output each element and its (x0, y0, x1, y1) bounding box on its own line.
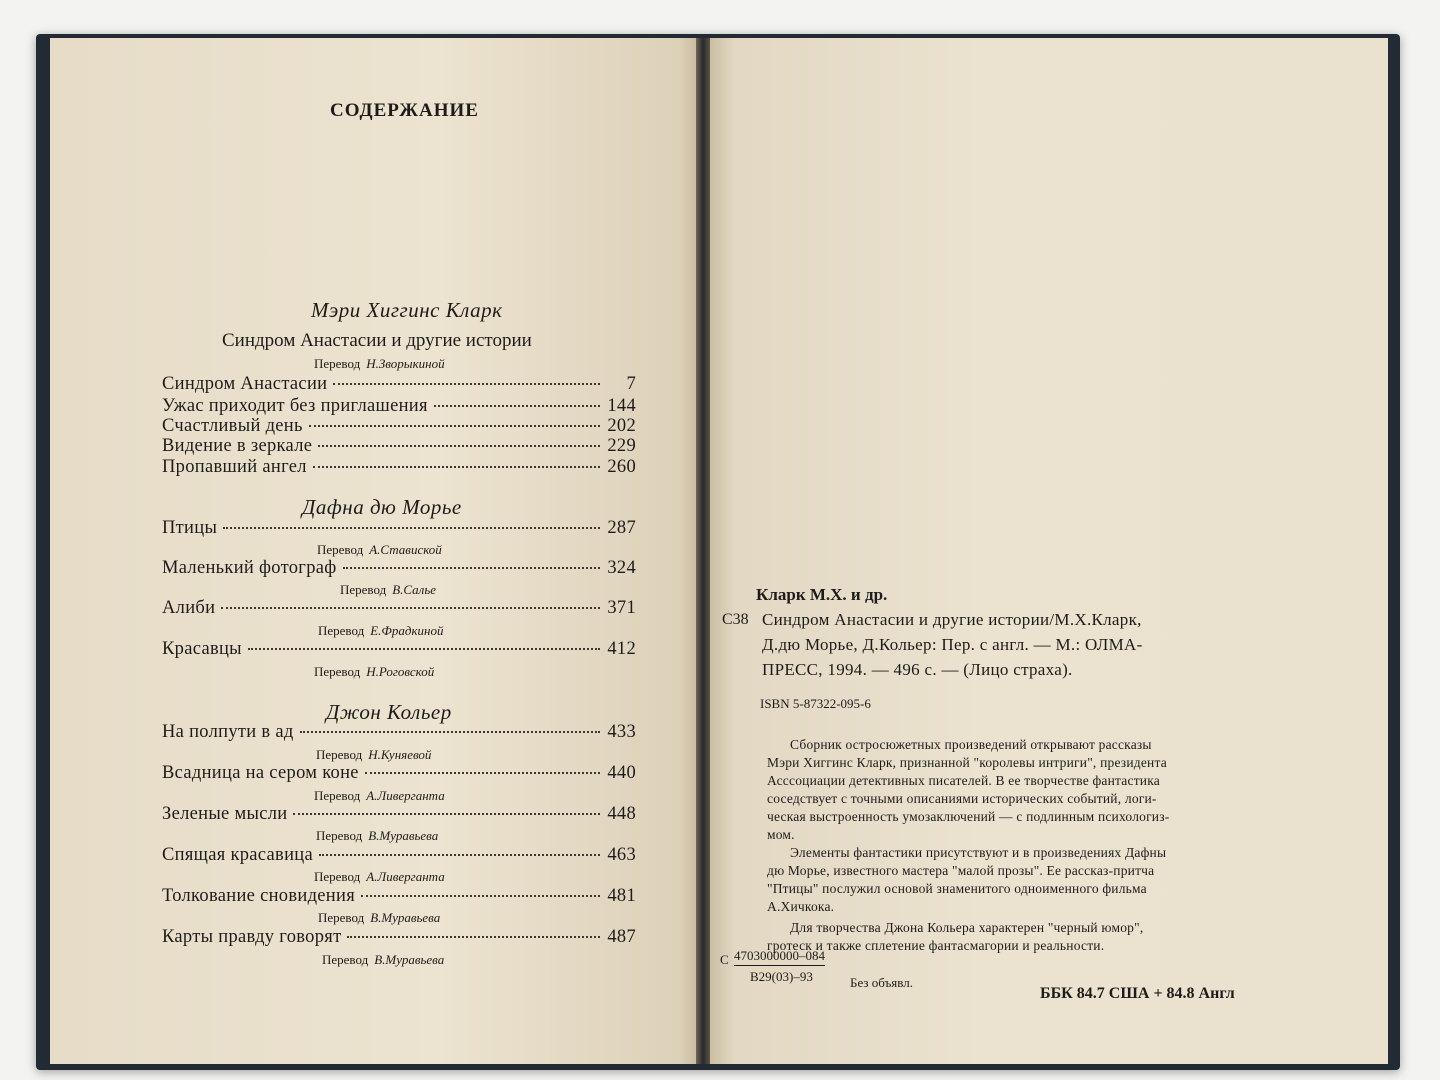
translator-credit (316, 747, 431, 763)
toc-entry-title: Алиби (162, 598, 216, 618)
toc-entry-page: 229 (607, 436, 636, 456)
toc-entry[interactable] (162, 518, 636, 539)
toc-entry-page: 371 (607, 598, 636, 618)
toc-entry-title: Синдром Анастасии (162, 374, 328, 394)
toc-entry-title: Маленький фотограф (162, 558, 337, 578)
biblio-heading: Кларк М.Х. и др. (756, 585, 888, 604)
isbn: ISBN 5-87322-095-6 (760, 696, 871, 711)
toc-entry-page: 287 (607, 518, 636, 538)
translator-name: А.Ливерганта (366, 788, 445, 803)
translator-label: Перевод (314, 356, 361, 371)
translator-name: А.Ставиской (369, 542, 442, 557)
toc-entry-title: Видение в зеркале (162, 436, 313, 456)
section-author: Джон Кольер (326, 700, 452, 724)
translator-credit (317, 542, 442, 558)
dot-leader (365, 772, 600, 774)
annotation-line: Сборник остросюжетных произведений открывают рассказы (790, 737, 1152, 752)
translator-name: Е.Фрадкиной (370, 623, 444, 638)
catalog-denominator: В29(03)–93 (750, 969, 813, 984)
translator-name: В.Салье (392, 582, 437, 597)
collection-title: Синдром Анастасии и другие истории (222, 330, 532, 351)
toc-entry-page: 487 (607, 927, 636, 947)
annotation-line: соседствует с точными описаниями исторических событий, логи- (767, 791, 1157, 806)
toc-entry-title: Карты правду говорят (162, 927, 342, 947)
toc-entry-title: Толкование сновидения (162, 886, 356, 906)
toc-entry[interactable] (162, 558, 636, 579)
translator-credit (318, 910, 440, 926)
annotation-line: дю Морье, известного мастера "малой прозы". Ее рассказ-притча (767, 863, 1155, 878)
annotation-line: Элементы фантастики присутствуют и в произведениях Дафны (790, 845, 1167, 860)
toc-entry[interactable] (162, 416, 636, 437)
toc-entry-page: 448 (607, 804, 636, 824)
translator-name: Н.Зворыкиной (366, 356, 445, 371)
toc-entry-title: Пропавший ангел (162, 457, 307, 477)
annotation-line: Асссоциации детективных писателей. В ее творчестве фантастика (767, 773, 1160, 788)
translator-name: Н.Куняевой (368, 747, 432, 762)
translator-name: А.Ливерганта (366, 869, 445, 884)
toc-entry-page: 463 (607, 845, 636, 865)
translator-label: Перевод (317, 542, 364, 557)
toc-entry-title: Птицы (162, 518, 218, 538)
toc-entry-page: 324 (607, 558, 636, 578)
dot-leader (293, 813, 600, 815)
translator-label: Перевод (316, 747, 363, 762)
translator-label: Перевод (314, 869, 361, 884)
biblio-line: Синдром Анастасии и другие истории/М.Х.Кларк, (762, 610, 1142, 629)
toc-entry-page: 144 (607, 396, 636, 416)
dot-leader (300, 731, 600, 733)
translator-label: Перевод (314, 664, 361, 679)
toc-entry-page: 412 (607, 639, 636, 659)
translator-credit (340, 582, 436, 598)
toc-entry-page: 7 (626, 374, 636, 394)
dot-leader (361, 895, 600, 897)
translator-credit (314, 788, 445, 804)
toc-entry-page: 260 (607, 457, 636, 477)
annotation-line: гротеск и также сплетение фантасмагории и реальности. (767, 938, 1105, 953)
toc-entry-page: 202 (607, 416, 636, 436)
translator-credit (314, 356, 445, 372)
translator-credit (318, 623, 443, 639)
toc-entry-title: Красавцы (162, 639, 242, 659)
dot-leader (248, 648, 600, 650)
toc-entry[interactable] (162, 927, 636, 948)
toc-entry[interactable] (162, 436, 636, 457)
translator-credit (314, 664, 434, 680)
bbk-code: ББК 84.7 США + 84.8 Англ (1040, 985, 1235, 1002)
translator-label: Перевод (322, 952, 369, 967)
toc-entry[interactable] (162, 804, 636, 825)
translator-label: Перевод (314, 788, 361, 803)
dot-leader (309, 425, 600, 427)
toc-entry[interactable] (162, 598, 636, 619)
translator-label: Перевод (340, 582, 387, 597)
toc-entry-title: Зеленые мысли (162, 804, 288, 824)
price-note: Без объявл. (850, 975, 913, 990)
dot-leader (313, 466, 600, 468)
catalog-letter: С (720, 952, 729, 967)
dot-leader (318, 445, 600, 447)
translator-name: В.Муравьева (374, 952, 445, 967)
translator-label: Перевод (318, 623, 365, 638)
contents-title: СОДЕРЖАНИЕ (330, 100, 479, 121)
translator-credit (316, 828, 438, 844)
book-gutter (696, 38, 710, 1064)
biblio-line: Д.дю Морье, Д.Кольер: Пер. с англ. — М.: ОЛМА- (762, 635, 1143, 654)
toc-entry-title: Спящая красавица (162, 845, 313, 865)
annotation-line: "Птицы" послужил основой знаменитого одноименного фильма (767, 881, 1147, 896)
dot-leader (223, 527, 600, 529)
annotation-line: ческая выстроенность умозаключений — с подлинным психологиз- (767, 809, 1170, 824)
section-author: Дафна дю Морье (302, 495, 462, 519)
toc-entry[interactable] (162, 763, 636, 784)
toc-entry[interactable] (162, 639, 636, 660)
section-author: Мэри Хиггинс Кларк (311, 298, 503, 322)
toc-entry[interactable] (162, 457, 636, 478)
dot-leader (343, 567, 600, 569)
translator-name: Н.Роговской (366, 664, 435, 679)
toc-entry-page: 433 (607, 722, 636, 742)
biblio-line: ПРЕСС, 1994. — 496 с. — (Лицо страха). (762, 660, 1073, 679)
catalog-index (720, 948, 850, 992)
toc-entry-title: На полпути в ад (162, 722, 294, 742)
dot-leader (221, 607, 600, 609)
toc-entry[interactable] (162, 374, 636, 395)
annotation-line: Для творчества Джона Кольера характерен "черный юмор", (790, 920, 1144, 935)
dot-leader (319, 854, 600, 856)
toc-entry[interactable] (162, 845, 636, 866)
dot-leader (333, 383, 600, 385)
translator-credit (322, 952, 444, 968)
dot-leader (347, 936, 600, 938)
translator-name: В.Муравьева (368, 828, 439, 843)
toc-entry-title: Счастливый день (162, 416, 303, 436)
toc-entry[interactable] (162, 886, 636, 907)
dot-leader (434, 405, 600, 407)
toc-entry-page: 440 (607, 763, 636, 783)
toc-entry[interactable] (162, 722, 636, 743)
translator-credit (314, 869, 445, 885)
translator-name: В.Муравьева (370, 910, 441, 925)
translator-label: Перевод (318, 910, 365, 925)
toc-entry-title: Всадница на сером коне (162, 763, 359, 783)
toc-entry-title: Ужас приходит без приглашения (162, 396, 428, 416)
annotation-line: А.Хичкока. (767, 899, 835, 914)
toc-entry-page: 481 (607, 886, 636, 906)
annotation-line: мом. (767, 827, 795, 842)
translator-label: Перевод (316, 828, 363, 843)
biblio-code: С38 (722, 611, 749, 628)
catalog-numerator: 4703000000–084 (734, 948, 825, 966)
toc-entry[interactable] (162, 396, 636, 417)
annotation-line: Мэри Хиггинс Кларк, признанной "королевы интриги", президента (767, 755, 1167, 770)
